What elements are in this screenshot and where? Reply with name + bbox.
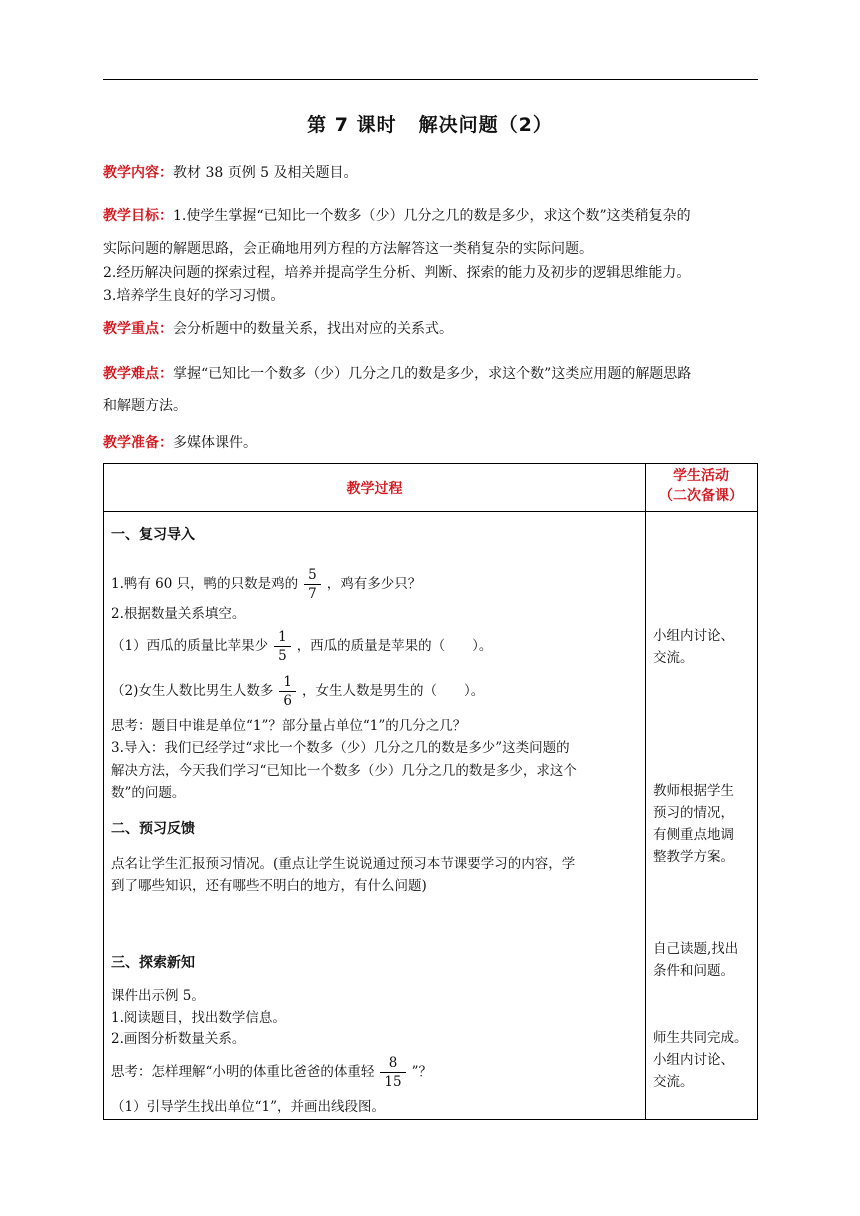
fraction-numerator: 8 xyxy=(380,1054,405,1073)
explore-line: 课件出示例 5。 xyxy=(111,988,205,1004)
fraction-numerator: 1 xyxy=(274,628,291,647)
question-2b xyxy=(111,671,641,711)
student-activity-3 xyxy=(653,938,759,982)
explore-line: （1）引导学生找出单位“1”，并画出线段图。 xyxy=(111,1099,385,1115)
teaching-goals-label: 教学目标： xyxy=(103,208,173,224)
activity-line: 自己读题,找出 xyxy=(653,941,739,957)
header-divider xyxy=(104,511,757,512)
title-lesson-number: 第 7 课时 xyxy=(307,114,397,136)
fraction xyxy=(274,628,291,665)
question-2: 2.根据数量关系填空。 xyxy=(111,606,246,622)
fraction xyxy=(279,673,296,710)
difficult-point-row xyxy=(103,364,763,384)
activity-line: 有侧重点地调 xyxy=(653,827,734,843)
activity-line: 交流。 xyxy=(653,1074,694,1090)
question-text: ，西瓜的质量是苹果的（ ）。 xyxy=(296,638,493,654)
fraction xyxy=(380,1054,405,1091)
column-divider xyxy=(645,464,646,1119)
preview-line: 到了哪些知识，还有哪些不明白的地方，有什么问题) xyxy=(111,878,427,894)
lesson-process-table xyxy=(103,463,758,1120)
question-text: ，女生人数是男生的（ ）。 xyxy=(301,683,485,699)
column-header-process: 教学过程 xyxy=(346,481,403,497)
page-title xyxy=(0,110,860,137)
teaching-content-text: 教材 38 页例 5 及相关题目。 xyxy=(173,165,358,181)
fraction-denominator: 5 xyxy=(278,648,287,664)
header-line: 学生活动 xyxy=(673,468,729,484)
column-header-student-activity xyxy=(645,466,757,506)
activity-line: 交流。 xyxy=(653,650,694,666)
question-2a xyxy=(111,626,641,666)
teaching-content-label: 教学内容： xyxy=(103,165,173,181)
intro-line: 数”的问题。 xyxy=(111,785,186,801)
teaching-goals-row xyxy=(103,206,763,226)
preparation-text: 多媒体课件。 xyxy=(173,435,257,451)
question-text: 1.鸭有 60 只，鸭的只数是鸡的 xyxy=(111,576,299,592)
fraction xyxy=(304,566,321,603)
question-text: （1）西瓜的质量比苹果少 xyxy=(111,638,269,654)
difficult-point-line: 和解题方法。 xyxy=(103,398,187,414)
intro-line: 3.导入：我们已经学过“求比一个数多（少）几分之几的数是多少”这类问题的 xyxy=(111,740,570,756)
activity-line: 小组内讨论、 xyxy=(653,1052,734,1068)
fraction-denominator: 15 xyxy=(384,1074,402,1090)
section-heading-preview: 二、预习反馈 xyxy=(111,821,195,837)
teaching-goals-line: 实际问题的解题思路，会正确地用列方程的方法解答这一类稍复杂的实际问题。 xyxy=(103,241,593,257)
key-point-text: 会分析题中的数量关系，找出对应的关系式。 xyxy=(173,321,453,337)
question-text: （2)女生人数比男生人数多 xyxy=(111,683,274,699)
activity-line: 教师根据学生 xyxy=(653,783,734,799)
student-activity-2 xyxy=(653,780,759,868)
think-question-2 xyxy=(111,1052,641,1092)
preparation-row xyxy=(103,433,763,453)
teaching-goals-line: 3.培养学生良好的学习习惯。 xyxy=(103,288,285,304)
key-point-row xyxy=(103,319,763,339)
question-text: ”？ xyxy=(411,1064,432,1080)
activity-line: 预习的情况， xyxy=(653,805,734,821)
question-1 xyxy=(111,564,641,604)
fraction-denominator: 6 xyxy=(283,693,292,709)
fraction-denominator: 7 xyxy=(308,586,317,602)
title-topic: 解决问题（2） xyxy=(418,114,553,136)
preview-line: 点名让学生汇报预习情况。(重点让学生说说通过预习本节课要学习的内容，学 xyxy=(111,856,576,872)
question-text: ，鸡有多少只？ xyxy=(326,576,422,592)
activity-line: 整教学方案。 xyxy=(653,849,734,865)
header-rule xyxy=(103,79,758,80)
header-line: （二次备课） xyxy=(659,488,743,504)
activity-line: 师生共同完成。 xyxy=(653,1030,748,1046)
student-activity-1 xyxy=(653,625,759,669)
difficult-point-label: 教学难点： xyxy=(103,366,173,382)
fraction-numerator: 1 xyxy=(279,673,296,692)
student-activity-4 xyxy=(653,1027,759,1093)
section-heading-review: 一、复习导入 xyxy=(111,527,195,543)
teaching-content-row xyxy=(103,163,763,183)
intro-line: 解决方法，今天我们学习“已知比一个数多（少）几分之几的数是多少，求这个 xyxy=(111,763,577,779)
fraction-numerator: 5 xyxy=(304,566,321,585)
key-point-label: 教学重点： xyxy=(103,321,173,337)
explore-line: 2.画图分析数量关系。 xyxy=(111,1031,246,1047)
teaching-goals-line: 2.经历解决问题的探索过程，培养并提高学生分析、判断、探索的能力及初步的逻辑思维能力。 xyxy=(103,265,691,281)
explore-line: 1.阅读题目，找出数学信息。 xyxy=(111,1010,286,1026)
think-question-1: 思考：题目中谁是单位“1”？部分量占单位“1”的几分之几？ xyxy=(111,718,467,734)
activity-line: 小组内讨论、 xyxy=(653,628,734,644)
question-text: 思考：怎样理解“小明的体重比爸爸的体重轻 xyxy=(111,1064,375,1080)
section-heading-explore: 三、探索新知 xyxy=(111,955,195,971)
preparation-label: 教学准备： xyxy=(103,435,173,451)
difficult-point-line: 掌握“已知比一个数多（少）几分之几的数是多少，求这个数”这类应用题的解题思路 xyxy=(173,366,692,382)
teaching-goals-line: 1.使学生掌握“已知比一个数多（少）几分之几的数是多少，求这个数”这类稍复杂的 xyxy=(173,208,691,224)
activity-line: 条件和问题。 xyxy=(653,963,734,979)
